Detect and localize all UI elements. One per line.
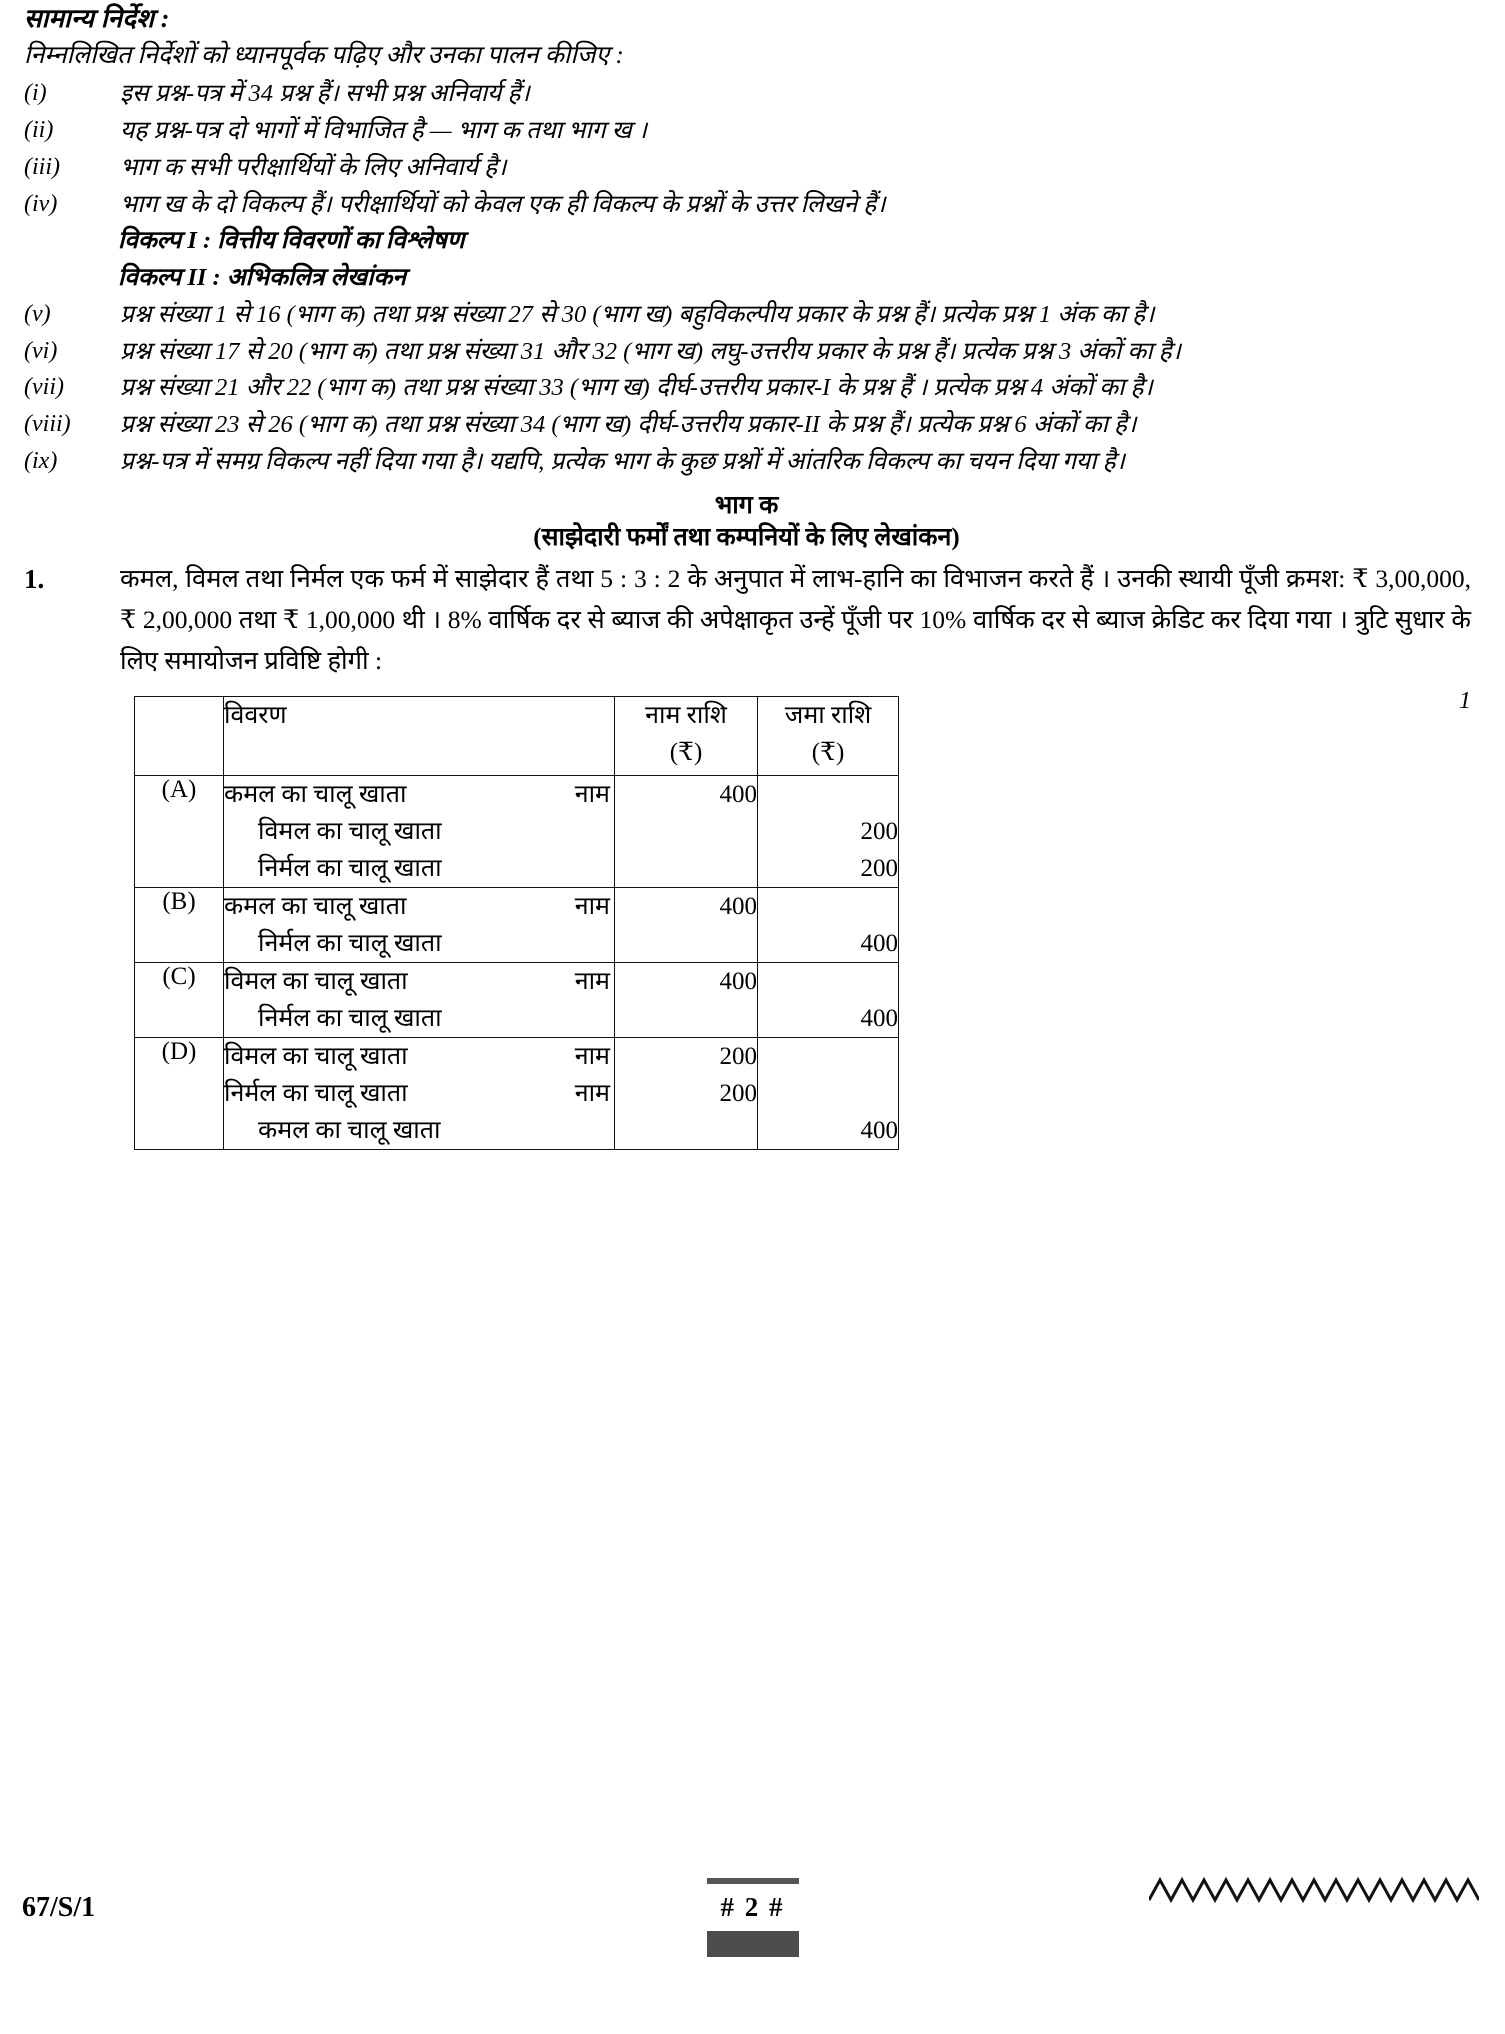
header-debit-amount bbox=[615, 696, 758, 775]
option-label: (B) bbox=[135, 887, 224, 962]
instruction-text: इस प्रश्न-पत्र में 34 प्रश्न हैं। सभी प्रश्न अनिवार्य हैं। bbox=[120, 80, 530, 108]
credit-amount: 200 bbox=[860, 854, 898, 882]
debit-amount: 200 bbox=[719, 1042, 757, 1070]
journal-entry-line bbox=[224, 1038, 614, 1075]
option-description bbox=[224, 887, 615, 962]
option-description bbox=[224, 962, 615, 1037]
debit-amount bbox=[615, 1000, 757, 1037]
instruction-item bbox=[22, 76, 1471, 112]
option-debit-amounts bbox=[615, 962, 758, 1037]
instruction-text: प्रश्न संख्या 1 से 16 (भाग क) तथा प्रश्न संख्या 27 से 30 (भाग ख) बहुविकल्पीय प्रकार के प्रश्न हैं। प्रत्येक प्रश्न 1 अंक का है। bbox=[120, 300, 1155, 328]
credit-amount bbox=[758, 776, 898, 813]
header-debit-line1: नाम राशि bbox=[645, 701, 727, 729]
debit-amount: 400 bbox=[719, 892, 757, 920]
question-number: 1. bbox=[24, 563, 45, 594]
account-name: कमल का चालू खाता bbox=[258, 1116, 441, 1144]
journal-entry-line bbox=[224, 813, 614, 850]
marker-bar-bottom bbox=[707, 1931, 799, 1957]
debit-marker: नाम bbox=[574, 967, 610, 995]
option-credit-amounts bbox=[758, 1037, 899, 1149]
option-credit-amounts bbox=[758, 775, 899, 887]
instructions-lead-line: निम्नलिखित निर्देशों को ध्यानपूर्वक पढ़िए और उनका पालन कीजिए : bbox=[24, 41, 624, 69]
marker-bar-top bbox=[707, 1878, 799, 1884]
journal-entry-line bbox=[224, 1075, 614, 1112]
instruction-number: (viii) bbox=[24, 411, 71, 438]
instruction-text: प्रश्न संख्या 17 से 20 (भाग क) तथा प्रश्न संख्या 31 और 32 (भाग ख) लघु-उत्तरीय प्रकार के प्रश्न हैं। प्रत्येक प्रश्न 3 अंकों का है। bbox=[120, 337, 1181, 365]
debit-marker bbox=[610, 1000, 614, 1037]
zigzag-decoration-icon bbox=[1149, 1874, 1479, 1908]
account-name: निर्मल का चालू खाता bbox=[258, 854, 442, 882]
debit-marker: नाम bbox=[574, 780, 610, 808]
option-debit-amounts bbox=[615, 775, 758, 887]
option-credit-amounts bbox=[758, 887, 899, 962]
journal-entry-line bbox=[224, 776, 614, 813]
instruction-item bbox=[22, 407, 1471, 443]
instruction-text: भाग क सभी परीक्षार्थियों के लिए अनिवार्य है। bbox=[120, 153, 507, 181]
option-label: (A) bbox=[135, 775, 224, 887]
debit-amount: 200 bbox=[719, 1079, 757, 1107]
header-credit-amount bbox=[758, 696, 899, 775]
instruction-item bbox=[22, 150, 1471, 186]
part-title: भाग क bbox=[714, 491, 779, 519]
instruction-number: (iii) bbox=[24, 153, 60, 180]
debit-marker bbox=[610, 813, 614, 850]
instruction-item bbox=[22, 113, 1471, 149]
header-credit-line1: जमा राशि bbox=[784, 701, 872, 729]
table-row[interactable] bbox=[135, 962, 899, 1037]
option-label: (C) bbox=[135, 962, 224, 1037]
instruction-number: (vi) bbox=[24, 337, 58, 364]
instruction-number: (ii) bbox=[24, 117, 54, 144]
paper-code: 67/S/1 bbox=[22, 1892, 96, 1923]
debit-amount bbox=[615, 925, 757, 962]
debit-marker: नाम bbox=[574, 892, 610, 920]
credit-amount bbox=[758, 888, 898, 925]
header-credit-currency: (₹) bbox=[811, 738, 845, 766]
journal-entry-line bbox=[224, 963, 614, 1000]
debit-marker: नाम bbox=[574, 1079, 610, 1107]
debit-marker bbox=[610, 850, 614, 887]
account-name: विमल का चालू खाता bbox=[224, 1042, 408, 1070]
table-body bbox=[135, 775, 899, 1149]
instruction-option-line: विकल्प II : अभिकलित्र लेखांकन bbox=[118, 264, 406, 292]
debit-amount bbox=[615, 1112, 757, 1149]
account-name: विमल का चालू खाता bbox=[224, 967, 408, 995]
journal-entry-line bbox=[224, 1112, 614, 1149]
debit-amount bbox=[615, 813, 757, 850]
instruction-number: (v) bbox=[24, 300, 51, 327]
table-head bbox=[135, 696, 899, 775]
options-table-wrapper bbox=[134, 696, 898, 1150]
question-1 bbox=[22, 558, 1471, 714]
instruction-number: (iv) bbox=[24, 190, 58, 217]
account-name: कमल का चालू खाता bbox=[224, 892, 407, 920]
question-body bbox=[120, 558, 1471, 714]
credit-amount: 400 bbox=[860, 1004, 898, 1032]
header-description: विवरण bbox=[224, 696, 615, 775]
journal-entry-options-table bbox=[134, 696, 899, 1150]
journal-entry-line bbox=[224, 850, 614, 887]
table-row[interactable] bbox=[135, 1037, 899, 1149]
instruction-item bbox=[22, 187, 1471, 223]
instruction-number: (vii) bbox=[24, 374, 64, 401]
debit-amount: 400 bbox=[719, 780, 757, 808]
header-label-col bbox=[135, 696, 224, 775]
credit-amount bbox=[758, 1038, 898, 1075]
journal-entry-line bbox=[224, 888, 614, 925]
instruction-text: यह प्रश्न-पत्र दो भागों में विभाजित है — भाग क तथा भाग ख । bbox=[120, 117, 648, 145]
account-name: निर्मल का चालू खाता bbox=[258, 929, 442, 957]
table-header-row bbox=[135, 696, 899, 775]
debit-amount bbox=[615, 850, 757, 887]
account-name: विमल का चालू खाता bbox=[258, 817, 442, 845]
instruction-option-line: विकल्प I : वित्तीय विवरणों का विश्लेषण bbox=[118, 227, 465, 255]
general-instructions-heading: सामान्य निर्देश : bbox=[24, 4, 170, 33]
part-subtitle: (साझेदारी फर्मों तथा कम्पनियों के लिए लेखांकन) bbox=[533, 523, 960, 551]
question-marks: 1 bbox=[1459, 687, 1471, 714]
option-description bbox=[224, 1037, 615, 1149]
account-name: निर्मल का चालू खाता bbox=[258, 1004, 442, 1032]
credit-amount: 400 bbox=[860, 1116, 898, 1144]
option-debit-amounts bbox=[615, 1037, 758, 1149]
instruction-text: प्रश्न संख्या 23 से 26 (भाग क) तथा प्रश्न संख्या 34 (भाग ख) दीर्घ-उत्तरीय प्रकार-II के प्रश्न हैं। प्रत्येक प्रश्न 6 अंकों का है। bbox=[120, 411, 1137, 439]
instruction-text: प्रश्न संख्या 21 और 22 (भाग क) तथा प्रश्न संख्या 33 (भाग ख) दीर्घ-उत्तरीय प्रकार-I के प्रश्न हैं । प्रत्येक प्रश्न 4 अंकों का है। bbox=[120, 374, 1153, 402]
option-description bbox=[224, 775, 615, 887]
journal-entry-line bbox=[224, 1000, 614, 1037]
table-row[interactable] bbox=[135, 775, 899, 887]
debit-marker bbox=[610, 925, 614, 962]
instructions-list bbox=[22, 76, 1471, 479]
header-debit-currency: (₹) bbox=[669, 738, 703, 766]
debit-amount: 400 bbox=[719, 967, 757, 995]
instruction-item bbox=[22, 444, 1471, 480]
instruction-number: (ix) bbox=[24, 448, 58, 475]
credit-amount: 200 bbox=[860, 817, 898, 845]
instruction-item bbox=[22, 334, 1471, 370]
option-debit-amounts bbox=[615, 887, 758, 962]
instruction-item bbox=[22, 370, 1471, 406]
credit-amount bbox=[758, 963, 898, 1000]
instruction-text: प्रश्न-पत्र में समग्र विकल्प नहीं दिया गया है। यद्यपि, प्रत्येक भाग के कुछ प्रश्नों में आंतरिक विकल्प का चयन दिया गया है। bbox=[120, 448, 1125, 476]
question-text: कमल, विमल तथा निर्मल एक फर्म में साझेदार हैं तथा 5 : 3 : 2 के अनुपात में लाभ-हानि का विभाजन करते हैं । उनकी स्थायी पूँजी क्रमश: ₹ 3,00,000, ₹ 2,00,000 तथा ₹ 1,00,000 थी । 8% वार्षिक दर से ब्याज की अपेक्षाकृत उन्हें पूँजी पर 10% वार्षिक दर से ब्याज क्रेडिट कर दिया गया । त्रुटि सुधार के लिए समायोजन प्रविष्टि होगी : bbox=[120, 563, 1471, 676]
option-credit-amounts bbox=[758, 962, 899, 1037]
account-name: कमल का चालू खाता bbox=[224, 780, 407, 808]
instruction-item bbox=[22, 297, 1471, 333]
instruction-text: भाग ख के दो विकल्प हैं। परीक्षार्थियों को केवल एक ही विकल्प के प्रश्नों के उत्तर लिखने हैं। bbox=[120, 190, 886, 218]
journal-entry-line bbox=[224, 925, 614, 962]
account-name: निर्मल का चालू खाता bbox=[224, 1079, 408, 1107]
credit-amount: 400 bbox=[860, 929, 898, 957]
instruction-number: (i) bbox=[24, 80, 47, 107]
page-footer bbox=[0, 1878, 1505, 1998]
option-label: (D) bbox=[135, 1037, 224, 1149]
debit-marker: नाम bbox=[574, 1042, 610, 1070]
debit-marker bbox=[610, 1112, 614, 1149]
table-row[interactable] bbox=[135, 887, 899, 962]
credit-amount bbox=[758, 1075, 898, 1112]
page-marker: # 2 # bbox=[720, 1892, 785, 1922]
